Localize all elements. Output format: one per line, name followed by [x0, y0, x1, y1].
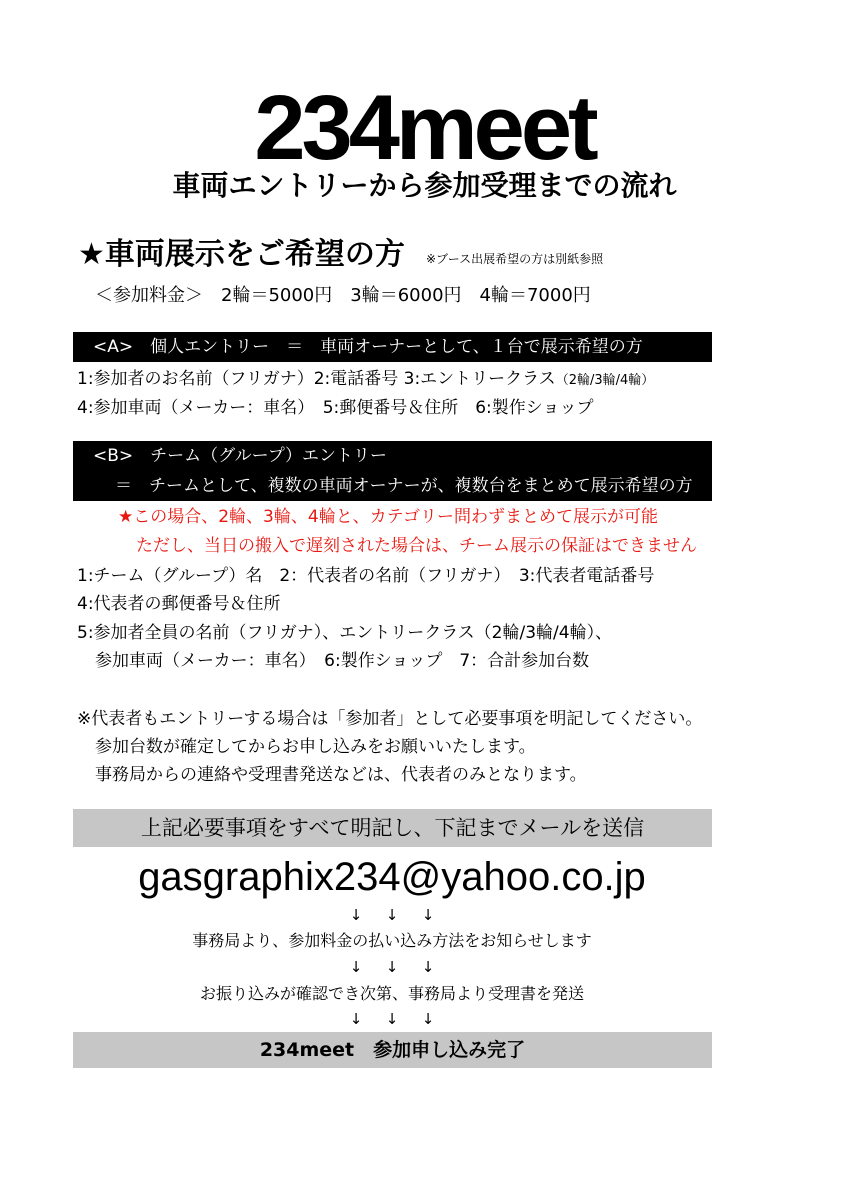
- arrow-down-icon: ↓: [421, 958, 435, 976]
- note-line-3: 事務局からの連絡や受理書発送などは、代表者のみとなります。: [95, 765, 587, 785]
- section-note: ※ブース出展希望の方は別紙参照: [426, 252, 604, 266]
- entry-class-options: （2輪/3輪/4輪）: [555, 373, 655, 388]
- note-line-2: 参加台数が確定してからお申し込みをお願いいたします。: [95, 737, 536, 757]
- arrow-down-icon: ↓: [421, 1010, 435, 1028]
- arrow-down-icon: ↓: [349, 906, 363, 924]
- arrow-down-icon: ↓: [349, 1010, 363, 1028]
- arrow-down-icon: ↓: [385, 1010, 399, 1028]
- entry-b-heading: [73, 441, 712, 501]
- contact-email[interactable]: gasgraphix234@yahoo.co.jp: [138, 855, 646, 899]
- arrow-down-icon: ↓: [385, 958, 399, 976]
- entry-b-requirements-4: 参加車両（メーカー：車名） 6:製作ショップ 7：合計参加台数: [95, 651, 590, 671]
- flow-step-1: 事務局より、参加料金の払い込み方法をお知らせします: [192, 931, 592, 950]
- entry-b-warning-1: ★この場合、2輪、3輪、4輪と、カテゴリー問わずまとめて展示が可能: [118, 507, 659, 527]
- application-complete: 234meet 参加申し込み完了: [73, 1032, 712, 1068]
- arrow-down-icon: ↓: [349, 958, 363, 976]
- entry-a-requirements-2: 4:参加車両（メーカー：車名） 5:郵便番号＆住所 6:製作ショップ: [77, 398, 594, 418]
- arrow-down-icon: ↓: [385, 906, 399, 924]
- entry-b-requirements-2: 4:代表者の郵便番号＆住所: [77, 594, 281, 614]
- entry-b-heading-line1: <B> チーム（グループ）エントリー: [93, 446, 387, 466]
- section-title: ★車両展示をご希望の方: [78, 237, 405, 272]
- entry-b-requirements-1: 1:チーム（グループ）名 2：代表者の名前（フリガナ） 3:代表者電話番号: [77, 566, 655, 586]
- entry-a-requirements-1-text: 1:参加者のお名前（フリガナ）2:電話番号 3:エントリークラス: [77, 369, 556, 389]
- flow-arrows-3: [0, 1009, 784, 1029]
- send-email-instruction: 上記必要事項をすべて明記し、下記までメールを送信: [73, 809, 712, 847]
- flow-arrows-2: [0, 957, 784, 977]
- arrow-down-icon: ↓: [421, 906, 435, 924]
- note-line-1: ※代表者もエントリーする場合は「参加者」として必要事項を明記してください。: [77, 709, 703, 729]
- entry-a-requirements-1: [77, 366, 654, 394]
- participation-fee: ＜参加料金＞ 2輪＝5000円 3輪＝6000円 4輪＝7000円: [95, 285, 591, 306]
- page-subtitle: 車両エントリーから参加受理までの流れ: [172, 169, 677, 202]
- entry-b-heading-line2: ＝ チームとして、複数の車両オーナーが、複数台をまとめて展示希望の方: [115, 476, 693, 496]
- entry-b-warning-2: ただし、当日の搬入で遅刻された場合は、チーム展示の保証はできません: [136, 536, 697, 556]
- flow-step-2: お振り込みが確認でき次第、事務局より受理書を発送: [199, 984, 584, 1003]
- logo-234meet: 234meet: [254, 77, 595, 179]
- flow-arrows-1: [0, 905, 784, 925]
- entry-a-heading: <A> 個人エントリー ＝ 車両オーナーとして、１台で展示希望の方: [73, 332, 712, 362]
- entry-b-requirements-3: 5:参加者全員の名前（フリガナ）、エントリークラス（2輪/3輪/4輪）、: [77, 623, 613, 643]
